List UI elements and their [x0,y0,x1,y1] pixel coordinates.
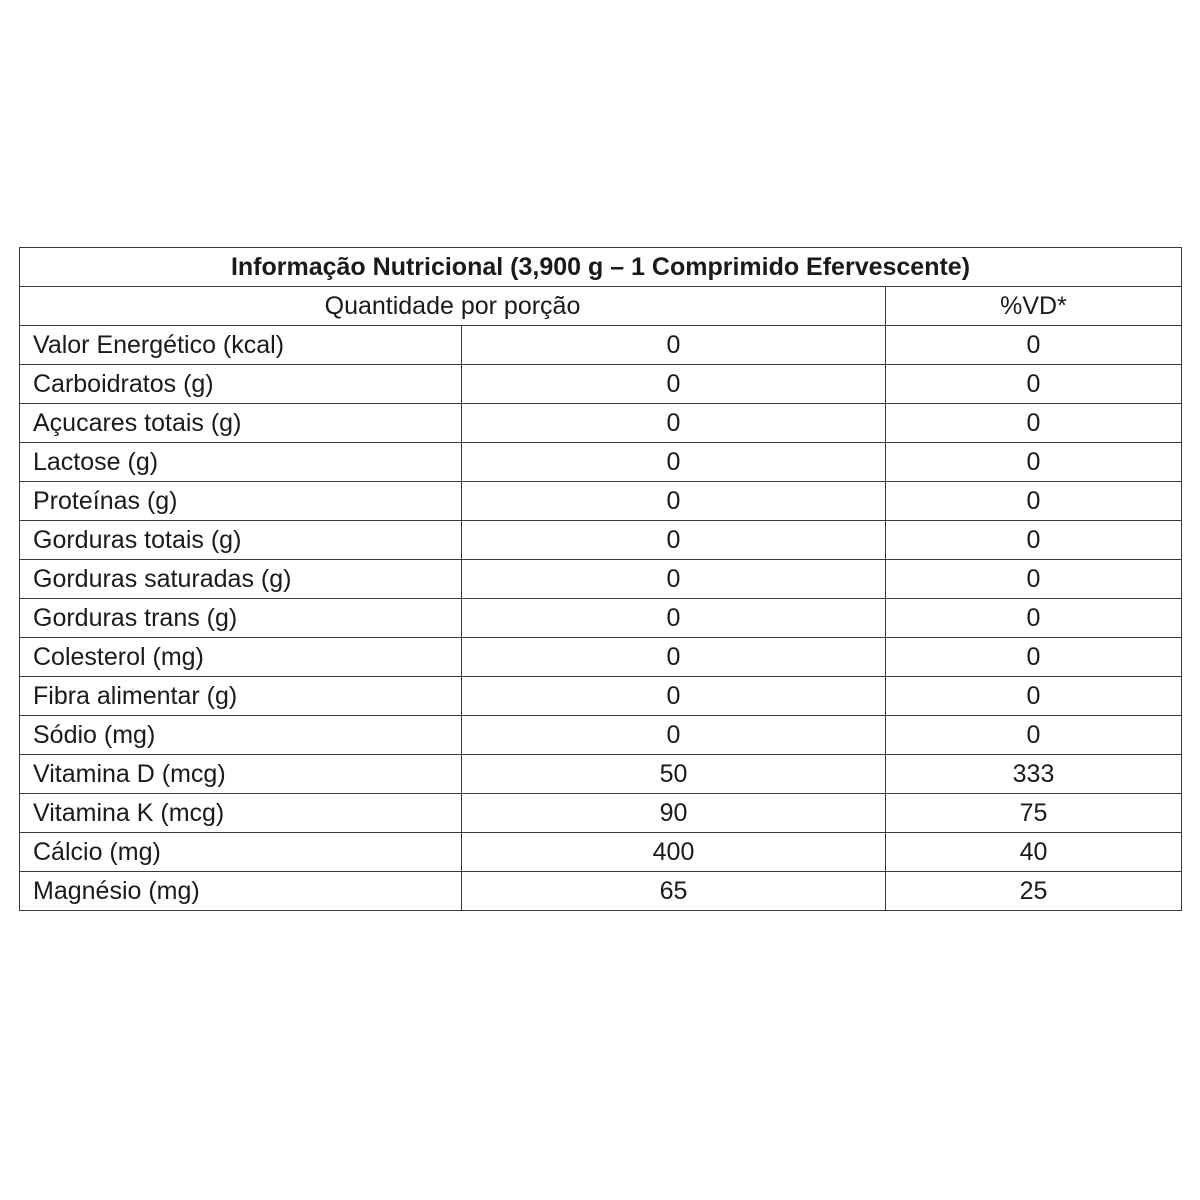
table-row [20,677,1182,716]
nutrient-vd: 0 [886,326,1182,365]
nutrient-vd: 0 [886,599,1182,638]
nutrient-quantity: 400 [462,833,886,872]
nutrient-label: Carboidratos (g) [20,365,462,404]
nutrient-vd: 0 [886,638,1182,677]
table-row [20,638,1182,677]
nutrient-label: Açucares totais (g) [20,404,462,443]
nutrient-vd: 0 [886,365,1182,404]
nutrient-label: Fibra alimentar (g) [20,677,462,716]
table-row [20,482,1182,521]
nutrient-label: Lactose (g) [20,443,462,482]
nutrient-quantity: 0 [462,599,886,638]
nutrient-vd: 40 [886,833,1182,872]
nutrient-label: Vitamina K (mcg) [20,794,462,833]
nutrient-quantity: 0 [462,521,886,560]
nutrient-quantity: 65 [462,872,886,911]
table-title: Informação Nutricional (3,900 g – 1 Comprimido Efervescente) [20,248,1182,287]
nutrient-vd: 333 [886,755,1182,794]
nutrient-quantity: 0 [462,443,886,482]
table-row [20,443,1182,482]
table-row [20,404,1182,443]
nutrient-label: Valor Energético (kcal) [20,326,462,365]
header-row [20,287,1182,326]
nutrient-label: Cálcio (mg) [20,833,462,872]
table-row [20,755,1182,794]
table-body [20,248,1182,911]
table-row [20,326,1182,365]
nutrient-quantity: 0 [462,677,886,716]
nutrient-quantity: 90 [462,794,886,833]
table-row [20,872,1182,911]
table-row [20,794,1182,833]
nutrient-label: Gorduras totais (g) [20,521,462,560]
nutrient-label: Gorduras trans (g) [20,599,462,638]
header-quantity: Quantidade por porção [20,287,886,326]
nutrient-vd: 75 [886,794,1182,833]
nutrient-vd: 0 [886,404,1182,443]
nutrient-label: Vitamina D (mcg) [20,755,462,794]
nutrient-quantity: 0 [462,638,886,677]
nutrient-vd: 0 [886,677,1182,716]
table-row [20,365,1182,404]
header-vd: %VD* [886,287,1182,326]
nutrient-quantity: 50 [462,755,886,794]
table-row [20,833,1182,872]
nutrition-facts-table [19,247,1182,911]
table-row [20,599,1182,638]
nutrient-vd: 0 [886,521,1182,560]
nutrient-vd: 25 [886,872,1182,911]
title-row [20,248,1182,287]
nutrient-quantity: 0 [462,560,886,599]
nutrient-vd: 0 [886,716,1182,755]
table-row [20,560,1182,599]
nutrient-quantity: 0 [462,326,886,365]
table-row [20,521,1182,560]
nutrient-quantity: 0 [462,365,886,404]
nutrient-vd: 0 [886,482,1182,521]
nutrient-vd: 0 [886,443,1182,482]
nutrient-label: Magnésio (mg) [20,872,462,911]
nutrient-quantity: 0 [462,482,886,521]
nutrient-vd: 0 [886,560,1182,599]
table-row [20,716,1182,755]
nutrient-label: Proteínas (g) [20,482,462,521]
nutrient-quantity: 0 [462,404,886,443]
nutrient-label: Gorduras saturadas (g) [20,560,462,599]
nutrient-label: Colesterol (mg) [20,638,462,677]
nutrient-label: Sódio (mg) [20,716,462,755]
nutrient-quantity: 0 [462,716,886,755]
